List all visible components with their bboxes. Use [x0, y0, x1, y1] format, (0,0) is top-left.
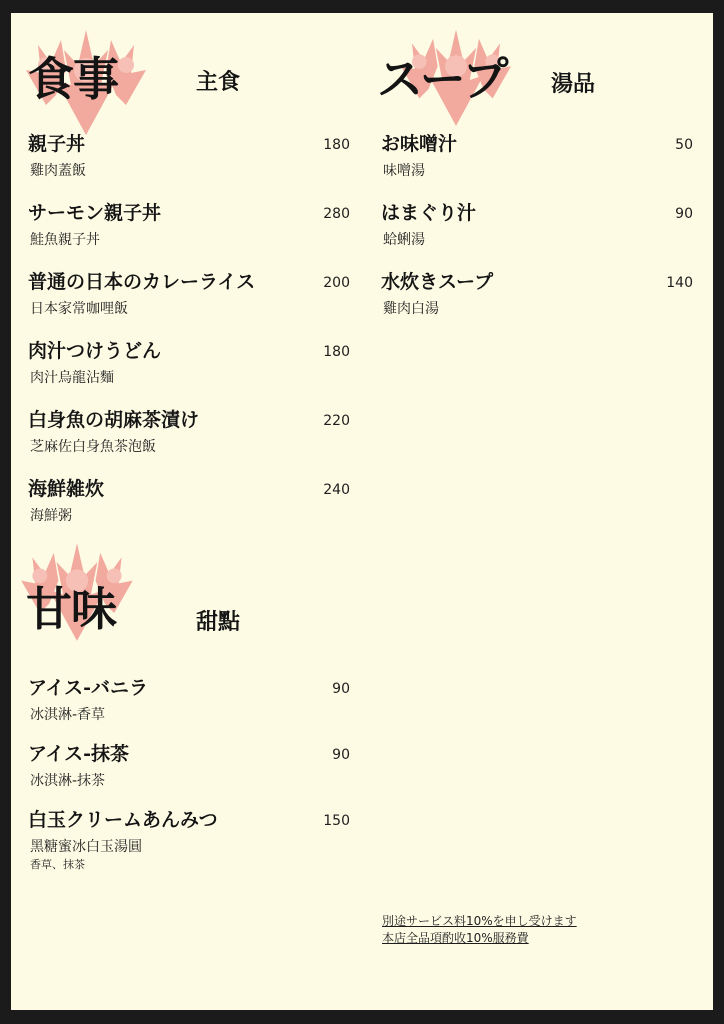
- desserts-section: [26, 553, 358, 871]
- menu-item-subtitle: 冰淇淋-抹茶: [30, 773, 106, 789]
- menu-item-price: 50: [675, 137, 693, 153]
- menu-item: [28, 198, 358, 267]
- menu-item-name: 海鮮雑炊: [28, 478, 105, 500]
- menu-item: [28, 405, 358, 474]
- menu-item: [28, 739, 358, 805]
- menu-item-price: 150: [323, 813, 350, 829]
- service-charge-jp: 別途サービス料10%を申し受けます: [382, 914, 577, 928]
- menu-item-price: 200: [323, 275, 350, 291]
- menu-item: [381, 267, 701, 336]
- meals-heading: [28, 35, 358, 115]
- menu-item: [28, 673, 358, 739]
- menu-item-price: 280: [323, 206, 350, 222]
- desserts-title-jp: 甘味: [26, 582, 116, 636]
- menu-item-subtitle: 黑糖蜜冰白玉湯圓: [30, 839, 142, 855]
- menu-item: [28, 129, 358, 198]
- meals-title-jp: 食事: [28, 52, 118, 106]
- soups-title-jp: スープ: [377, 52, 508, 106]
- meals-section: [28, 35, 358, 524]
- menu-item-price: 180: [323, 344, 350, 360]
- soups-heading: [377, 35, 701, 115]
- menu-item-subtitle: 味噌湯: [383, 163, 425, 179]
- menu-item-subtitle: 蛤蜊湯: [383, 232, 425, 248]
- menu-item-subtitle: 海鮮粥: [30, 508, 72, 524]
- menu-item-name: 肉汁つけうどん: [28, 340, 162, 362]
- menu-item-name: 普通の日本のカレーライス: [28, 271, 256, 293]
- desserts-heading: [26, 553, 358, 636]
- menu-item-name: 白身魚の胡麻茶漬け: [28, 409, 200, 431]
- menu-page: [11, 13, 713, 1010]
- menu-item-name: はまぐり汁: [381, 202, 477, 224]
- menu-item-subtitle: 芝麻佐白身魚茶泡飯: [30, 439, 156, 455]
- menu-item: [381, 129, 701, 198]
- menu-item: [28, 267, 358, 336]
- menu-item-subtitle: 雞肉白湯: [383, 301, 439, 317]
- menu-item-name: アイス-バニラ: [28, 677, 148, 699]
- menu-item-name: お味噌汁: [381, 133, 458, 155]
- menu-item-subtitle: 冰淇淋-香草: [30, 707, 106, 723]
- menu-item-subtitle: 鮭魚親子丼: [30, 232, 100, 248]
- menu-item-subtitle: 雞肉蓋飯: [30, 163, 86, 179]
- menu-item-subtitle: 日本家常咖哩飯: [30, 301, 128, 317]
- service-charge-note: [382, 913, 577, 947]
- menu-item-name: サーモン親子丼: [28, 202, 162, 224]
- menu-item-price: 90: [332, 747, 350, 763]
- menu-item: [28, 474, 358, 543]
- menu-item-price: 180: [323, 137, 350, 153]
- menu-item-subtitle: 肉汁烏龍沾麵: [30, 370, 114, 386]
- menu-item-price: 90: [332, 681, 350, 697]
- menu-item: [28, 805, 358, 877]
- soups-title-zh: 湯品: [551, 72, 596, 97]
- meals-title-zh: 主食: [196, 70, 241, 95]
- service-charge-zh: 本店全品項酌收10%服務費: [382, 931, 529, 945]
- menu-item: [381, 198, 701, 267]
- menu-item-price: 240: [323, 482, 350, 498]
- menu-item-name: 親子丼: [28, 133, 86, 155]
- menu-item-name: 水炊きスープ: [381, 271, 494, 293]
- soups-section: [377, 35, 701, 317]
- menu-item: [28, 336, 358, 405]
- desserts-title-zh: 甜點: [196, 610, 241, 635]
- menu-item-price: 220: [323, 413, 350, 429]
- menu-item-price: 90: [675, 206, 693, 222]
- menu-item-note: 香草、抹茶: [30, 858, 85, 871]
- menu-item-name: アイス-抹茶: [28, 743, 129, 765]
- menu-item-name: 白玉クリームあんみつ: [28, 809, 218, 831]
- menu-item-price: 140: [666, 275, 693, 291]
